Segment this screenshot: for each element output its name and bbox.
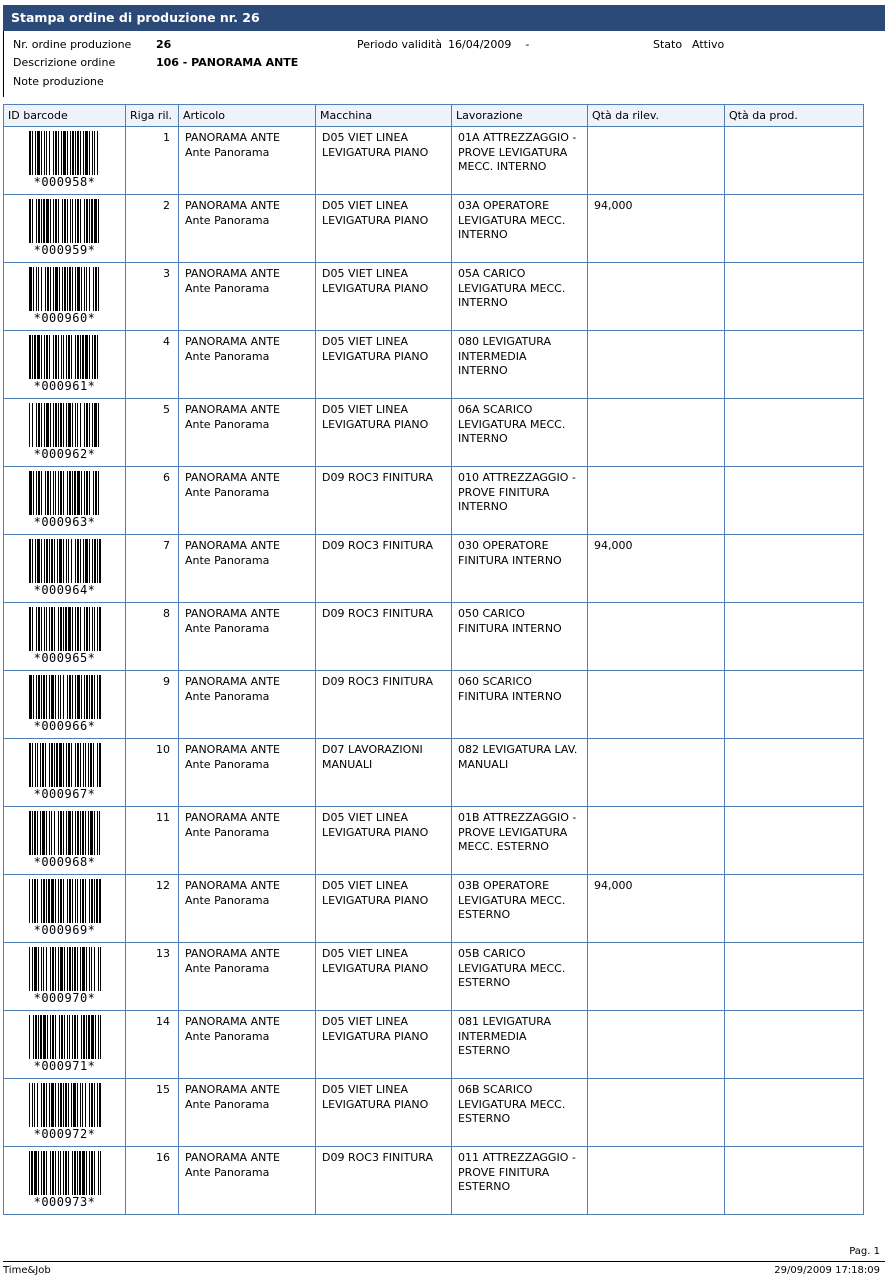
barcode-icon — [29, 267, 101, 311]
footer-app-name: Time&Job — [3, 1265, 51, 1276]
table-row — [4, 1147, 864, 1215]
articolo-cell — [179, 1079, 316, 1147]
column-header-riga: Riga ril. — [126, 105, 179, 127]
lavorazione-cell — [452, 331, 588, 399]
qta-rilev-cell — [588, 1079, 725, 1147]
articolo-text: PANORAMA ANTE Ante Panorama — [185, 607, 280, 635]
qta-rilev-text: 94,000 — [594, 539, 633, 552]
macchina-text: D05 VIET LINEA LEVIGATURA PIANO — [322, 131, 429, 159]
status-label: Stato — [653, 38, 683, 51]
articolo-text: PANORAMA ANTE Ante Panorama — [185, 1151, 280, 1179]
qta-prod-cell — [725, 127, 864, 195]
articolo-cell — [179, 331, 316, 399]
macchina-text: D05 VIET LINEA LEVIGATURA PIANO — [322, 879, 429, 907]
lavorazione-cell — [452, 943, 588, 1011]
lavorazione-cell — [452, 875, 588, 943]
lavorazione-cell — [452, 807, 588, 875]
qta-rilev-cell — [588, 1147, 725, 1215]
macchina-text: D09 ROC3 FINITURA — [322, 471, 433, 484]
qta-prod-cell — [725, 263, 864, 331]
table-row — [4, 535, 864, 603]
column-header-articolo: Articolo — [179, 105, 316, 127]
barcode-text: *000958* — [33, 175, 96, 189]
riga-text: 1 — [163, 131, 170, 144]
qta-prod-cell — [725, 943, 864, 1011]
barcode-cell — [4, 671, 126, 739]
articolo-cell — [179, 875, 316, 943]
macchina-text: D05 VIET LINEA LEVIGATURA PIANO — [322, 947, 429, 975]
qta-prod-cell — [725, 807, 864, 875]
barcode-icon — [29, 947, 101, 991]
macchina-cell — [316, 807, 452, 875]
barcode-text: *000968* — [33, 855, 96, 869]
macchina-text: D09 ROC3 FINITURA — [322, 539, 433, 552]
lavorazione-cell — [452, 399, 588, 467]
barcode-icon — [29, 743, 101, 787]
status-value: Attivo — [692, 38, 725, 51]
articolo-text: PANORAMA ANTE Ante Panorama — [185, 199, 280, 227]
riga-cell — [126, 1011, 179, 1079]
qta-prod-cell — [725, 875, 864, 943]
articolo-text: PANORAMA ANTE Ante Panorama — [185, 471, 280, 499]
barcode-icon — [29, 471, 101, 515]
page-number: Pag. 1 — [849, 1246, 880, 1257]
qta-rilev-text: 94,000 — [594, 199, 633, 212]
articolo-cell — [179, 739, 316, 807]
qta-prod-cell — [725, 671, 864, 739]
riga-cell — [126, 399, 179, 467]
macchina-text: D05 VIET LINEA LEVIGATURA PIANO — [322, 267, 429, 295]
qta-prod-cell — [725, 467, 864, 535]
macchina-cell — [316, 1011, 452, 1079]
table-row — [4, 263, 864, 331]
articolo-text: PANORAMA ANTE Ante Panorama — [185, 403, 280, 431]
macchina-cell — [316, 263, 452, 331]
column-header-qta-prod: Qtà da prod. — [725, 105, 864, 127]
barcode-text: *000962* — [33, 447, 96, 461]
articolo-cell — [179, 807, 316, 875]
lavorazione-cell — [452, 603, 588, 671]
lavorazione-text: 080 LEVIGATURA INTERMEDIA INTERNO — [458, 335, 552, 377]
barcode-cell — [4, 467, 126, 535]
barcode-cell — [4, 1011, 126, 1079]
barcode-cell — [4, 875, 126, 943]
articolo-cell — [179, 535, 316, 603]
lavorazione-cell — [452, 1147, 588, 1215]
riga-cell — [126, 671, 179, 739]
lavorazione-text: 01A ATTREZZAGGIO - PROVE LEVIGATURA MECC. INTERNO — [458, 131, 577, 173]
qta-rilev-cell — [588, 1011, 725, 1079]
macchina-cell — [316, 943, 452, 1011]
macchina-text: D09 ROC3 FINITURA — [322, 675, 433, 688]
macchina-text: D05 VIET LINEA LEVIGATURA PIANO — [322, 335, 429, 363]
articolo-text: PANORAMA ANTE Ante Panorama — [185, 1083, 280, 1111]
riga-cell — [126, 331, 179, 399]
barcode-icon — [29, 675, 101, 719]
riga-text: 2 — [163, 199, 170, 212]
articolo-cell — [179, 467, 316, 535]
articolo-text: PANORAMA ANTE Ante Panorama — [185, 675, 280, 703]
header-left-rule — [3, 31, 4, 97]
lavorazione-text: 060 SCARICO FINITURA INTERNO — [458, 675, 562, 703]
column-header-lavorazione: Lavorazione — [452, 105, 588, 127]
qta-prod-cell — [725, 1079, 864, 1147]
qta-rilev-text: 94,000 — [594, 879, 633, 892]
barcode-text: *000964* — [33, 583, 96, 597]
report-title: Stampa ordine di produzione nr. 26 — [3, 5, 885, 31]
macchina-text: D05 VIET LINEA LEVIGATURA PIANO — [322, 1015, 429, 1043]
qta-prod-cell — [725, 399, 864, 467]
qta-prod-cell — [725, 535, 864, 603]
articolo-cell — [179, 195, 316, 263]
barcode-text: *000960* — [33, 311, 96, 325]
articolo-cell — [179, 671, 316, 739]
macchina-text: D09 ROC3 FINITURA — [322, 1151, 433, 1164]
barcode-icon — [29, 607, 101, 651]
riga-text: 12 — [156, 879, 170, 892]
order-number-value: 26 — [156, 38, 172, 51]
barcode-cell — [4, 1147, 126, 1215]
articolo-cell — [179, 603, 316, 671]
description-value: 106 - PANORAMA ANTE — [156, 56, 299, 69]
lavorazione-text: 05B CARICO LEVIGATURA MECC. ESTERNO — [458, 947, 566, 989]
barcode-cell — [4, 535, 126, 603]
lavorazione-cell — [452, 127, 588, 195]
barcode-cell — [4, 807, 126, 875]
riga-cell — [126, 875, 179, 943]
table-row — [4, 807, 864, 875]
qta-prod-cell — [725, 195, 864, 263]
riga-text: 13 — [156, 947, 170, 960]
barcode-cell — [4, 943, 126, 1011]
riga-cell — [126, 603, 179, 671]
barcode-text: *000973* — [33, 1195, 96, 1209]
barcode-icon — [29, 1151, 101, 1195]
column-header-qta-rilev: Qtà da rilev. — [588, 105, 725, 127]
order-number-label: Nr. ordine produzione — [13, 38, 132, 51]
table-row — [4, 127, 864, 195]
barcode-text: *000970* — [33, 991, 96, 1005]
riga-text: 16 — [156, 1151, 170, 1164]
barcode-cell — [4, 1079, 126, 1147]
lavorazione-text: 06B SCARICO LEVIGATURA MECC. ESTERNO — [458, 1083, 566, 1125]
macchina-cell — [316, 535, 452, 603]
table-row — [4, 399, 864, 467]
barcode-text: *000963* — [33, 515, 96, 529]
articolo-text: PANORAMA ANTE Ante Panorama — [185, 131, 280, 159]
macchina-cell — [316, 399, 452, 467]
barcode-text: *000969* — [33, 923, 96, 937]
barcode-cell — [4, 331, 126, 399]
macchina-cell — [316, 467, 452, 535]
qta-rilev-cell — [588, 943, 725, 1011]
lavorazione-cell — [452, 263, 588, 331]
qta-prod-cell — [725, 331, 864, 399]
macchina-cell — [316, 195, 452, 263]
articolo-cell — [179, 263, 316, 331]
articolo-cell — [179, 1147, 316, 1215]
barcode-icon — [29, 199, 101, 243]
lavorazione-cell — [452, 1079, 588, 1147]
riga-text: 3 — [163, 267, 170, 280]
qta-rilev-cell — [588, 263, 725, 331]
barcode-cell — [4, 603, 126, 671]
lavorazione-text: 030 OPERATORE FINITURA INTERNO — [458, 539, 562, 567]
riga-text: 14 — [156, 1015, 170, 1028]
articolo-text: PANORAMA ANTE Ante Panorama — [185, 947, 280, 975]
barcode-text: *000965* — [33, 651, 96, 665]
notes-label: Note produzione — [13, 75, 104, 88]
qta-rilev-cell — [588, 603, 725, 671]
lavorazione-cell — [452, 1011, 588, 1079]
footer-rule — [3, 1261, 885, 1262]
table-row — [4, 195, 864, 263]
barcode-text: *000967* — [33, 787, 96, 801]
barcode-icon — [29, 1083, 101, 1127]
lavorazione-cell — [452, 671, 588, 739]
riga-cell — [126, 263, 179, 331]
macchina-text: D05 VIET LINEA LEVIGATURA PIANO — [322, 403, 429, 431]
lavorazione-text: 081 LEVIGATURA INTERMEDIA ESTERNO — [458, 1015, 552, 1057]
qta-rilev-cell — [588, 739, 725, 807]
riga-text: 7 — [163, 539, 170, 552]
barcode-text: *000966* — [33, 719, 96, 733]
articolo-text: PANORAMA ANTE Ante Panorama — [185, 743, 280, 771]
macchina-cell — [316, 603, 452, 671]
riga-cell — [126, 1079, 179, 1147]
table-row — [4, 875, 864, 943]
barcode-cell — [4, 263, 126, 331]
barcode-icon — [29, 335, 101, 379]
articolo-cell — [179, 127, 316, 195]
articolo-text: PANORAMA ANTE Ante Panorama — [185, 811, 280, 839]
table-row — [4, 603, 864, 671]
macchina-text: D09 ROC3 FINITURA — [322, 607, 433, 620]
riga-cell — [126, 807, 179, 875]
validity-value: 16/04/2009 - — [448, 38, 530, 51]
articolo-text: PANORAMA ANTE Ante Panorama — [185, 539, 280, 567]
articolo-cell — [179, 943, 316, 1011]
barcode-icon — [29, 879, 101, 923]
lavorazione-cell — [452, 195, 588, 263]
lavorazione-text: 06A SCARICO LEVIGATURA MECC. INTERNO — [458, 403, 566, 445]
qta-prod-cell — [725, 1011, 864, 1079]
lavorazione-text: 011 ATTREZZAGGIO - PROVE FINITURA ESTERNO — [458, 1151, 576, 1193]
table-row — [4, 331, 864, 399]
articolo-cell — [179, 399, 316, 467]
macchina-cell — [316, 127, 452, 195]
table-header-row — [4, 105, 864, 127]
qta-rilev-cell — [588, 127, 725, 195]
qta-rilev-cell — [588, 467, 725, 535]
barcode-icon — [29, 539, 101, 583]
qta-rilev-cell — [588, 807, 725, 875]
qta-prod-cell — [725, 1147, 864, 1215]
riga-cell — [126, 535, 179, 603]
table-row — [4, 1079, 864, 1147]
validity-label: Periodo validità — [357, 38, 442, 51]
articolo-text: PANORAMA ANTE Ante Panorama — [185, 335, 280, 363]
articolo-cell — [179, 1011, 316, 1079]
qta-prod-cell — [725, 739, 864, 807]
description-label: Descrizione ordine — [13, 56, 116, 69]
table-row — [4, 739, 864, 807]
qta-rilev-cell — [588, 671, 725, 739]
qta-rilev-cell — [588, 195, 725, 263]
table-row — [4, 671, 864, 739]
table-row — [4, 467, 864, 535]
articolo-text: PANORAMA ANTE Ante Panorama — [185, 1015, 280, 1043]
barcode-text: *000959* — [33, 243, 96, 257]
macchina-text: D05 VIET LINEA LEVIGATURA PIANO — [322, 199, 429, 227]
macchina-cell — [316, 875, 452, 943]
barcode-cell — [4, 739, 126, 807]
riga-text: 15 — [156, 1083, 170, 1096]
barcode-text: *000971* — [33, 1059, 96, 1073]
lavorazione-text: 010 ATTREZZAGGIO - PROVE FINITURA INTERNO — [458, 471, 576, 513]
barcode-icon — [29, 811, 101, 855]
barcode-text: *000972* — [33, 1127, 96, 1141]
articolo-text: PANORAMA ANTE Ante Panorama — [185, 267, 280, 295]
table-row — [4, 1011, 864, 1079]
lavorazione-cell — [452, 467, 588, 535]
lavorazione-text: 03B OPERATORE LEVIGATURA MECC. ESTERNO — [458, 879, 566, 921]
macchina-cell — [316, 331, 452, 399]
riga-cell — [126, 739, 179, 807]
qta-prod-cell — [725, 603, 864, 671]
qta-rilev-cell — [588, 399, 725, 467]
qta-rilev-cell — [588, 331, 725, 399]
macchina-text: D05 VIET LINEA LEVIGATURA PIANO — [322, 1083, 429, 1111]
riga-cell — [126, 127, 179, 195]
riga-text: 10 — [156, 743, 170, 756]
qta-rilev-cell — [588, 535, 725, 603]
riga-cell — [126, 467, 179, 535]
riga-text: 4 — [163, 335, 170, 348]
lavorazione-text: 01B ATTREZZAGGIO - PROVE LEVIGATURA MECC. ESTERNO — [458, 811, 577, 853]
barcode-cell — [4, 127, 126, 195]
riga-cell — [126, 943, 179, 1011]
barcode-cell — [4, 195, 126, 263]
footer-datetime: 29/09/2009 17:18:09 — [774, 1265, 880, 1276]
qta-rilev-cell — [588, 875, 725, 943]
riga-cell — [126, 195, 179, 263]
riga-text: 11 — [156, 811, 170, 824]
barcode-icon — [29, 131, 101, 175]
riga-text: 5 — [163, 403, 170, 416]
operations-table — [3, 104, 864, 1215]
barcode-icon — [29, 403, 101, 447]
lavorazione-text: 03A OPERATORE LEVIGATURA MECC. INTERNO — [458, 199, 566, 241]
riga-text: 6 — [163, 471, 170, 484]
riga-text: 8 — [163, 607, 170, 620]
riga-cell — [126, 1147, 179, 1215]
barcode-cell — [4, 399, 126, 467]
lavorazione-text: 082 LEVIGATURA LAV. MANUALI — [458, 743, 578, 771]
articolo-text: PANORAMA ANTE Ante Panorama — [185, 879, 280, 907]
macchina-cell — [316, 671, 452, 739]
column-header-macchina: Macchina — [316, 105, 452, 127]
macchina-cell — [316, 1147, 452, 1215]
macchina-text: D07 LAVORAZIONI MANUALI — [322, 743, 423, 771]
lavorazione-text: 05A CARICO LEVIGATURA MECC. INTERNO — [458, 267, 566, 309]
lavorazione-cell — [452, 739, 588, 807]
lavorazione-cell — [452, 535, 588, 603]
lavorazione-text: 050 CARICO FINITURA INTERNO — [458, 607, 562, 635]
macchina-text: D05 VIET LINEA LEVIGATURA PIANO — [322, 811, 429, 839]
macchina-cell — [316, 739, 452, 807]
macchina-cell — [316, 1079, 452, 1147]
column-header-barcode: ID barcode — [4, 105, 126, 127]
barcode-icon — [29, 1015, 101, 1059]
table-row — [4, 943, 864, 1011]
barcode-text: *000961* — [33, 379, 96, 393]
riga-text: 9 — [163, 675, 170, 688]
